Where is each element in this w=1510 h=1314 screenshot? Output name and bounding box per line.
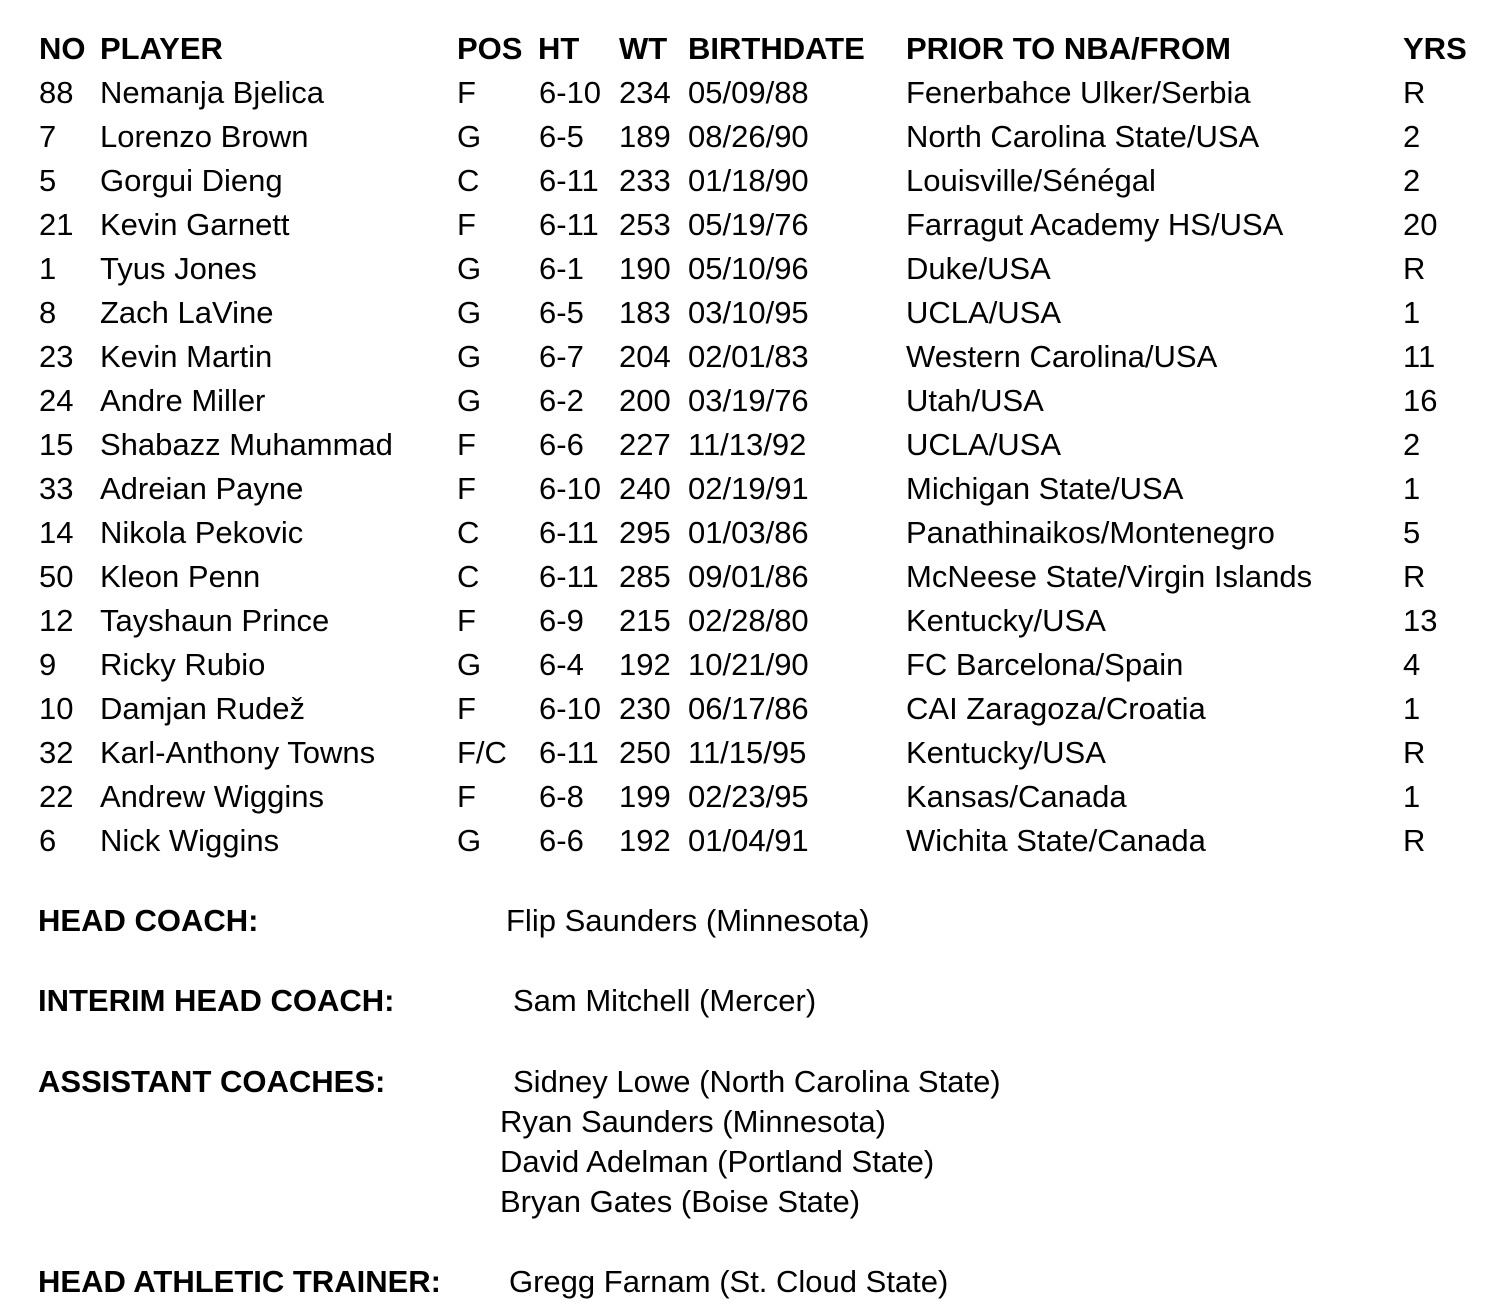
table-row <box>0 203 1510 247</box>
player-from: Kansas/Canada <box>906 779 1127 814</box>
player-height: 6-7 <box>539 339 584 374</box>
assistant-coaches-label: ASSISTANT COACHES: <box>38 1064 386 1099</box>
player-from: McNeese State/Virgin Islands <box>906 559 1313 594</box>
player-years: R <box>1403 559 1426 594</box>
player-position: G <box>457 647 482 682</box>
player-name: Adreian Payne <box>100 471 304 506</box>
player-position: F <box>457 207 476 242</box>
player-weight: 204 <box>619 339 671 374</box>
player-birthdate: 09/01/86 <box>688 559 809 594</box>
player-name: Nick Wiggins <box>100 823 280 858</box>
player-name: Kevin Martin <box>100 339 273 374</box>
player-weight: 200 <box>619 383 671 418</box>
player-years: 11 <box>1403 339 1436 374</box>
player-name: Tayshaun Prince <box>100 603 330 638</box>
player-weight: 199 <box>619 779 671 814</box>
player-number: 22 <box>39 779 74 814</box>
player-height: 6-10 <box>539 471 602 506</box>
player-birthdate: 02/23/95 <box>688 779 809 814</box>
player-position: F <box>457 427 476 462</box>
player-name: Damjan Rudež <box>100 691 306 726</box>
player-birthdate: 02/01/83 <box>688 339 809 374</box>
header-pos: POS <box>457 31 523 66</box>
player-name: Lorenzo Brown <box>100 119 309 154</box>
player-position: F <box>457 603 476 638</box>
player-from: UCLA/USA <box>906 295 1062 330</box>
player-years: R <box>1403 75 1426 110</box>
player-weight: 227 <box>619 427 671 462</box>
header-ht: HT <box>538 31 580 66</box>
player-years: 16 <box>1403 383 1438 418</box>
header-from: PRIOR TO NBA/FROM <box>906 31 1231 66</box>
trainer-label: HEAD ATHLETIC TRAINER: <box>38 1264 441 1299</box>
player-name: Nemanja Bjelica <box>100 75 324 110</box>
player-birthdate: 05/09/88 <box>688 75 809 110</box>
player-birthdate: 02/19/91 <box>688 471 809 506</box>
player-position: G <box>457 383 482 418</box>
interim-coach-label: INTERIM HEAD COACH: <box>38 983 395 1018</box>
table-row <box>0 775 1510 819</box>
table-row <box>0 819 1510 863</box>
player-height: 6-6 <box>539 823 584 858</box>
player-number: 21 <box>39 207 74 242</box>
player-height: 6-4 <box>539 647 584 682</box>
table-row <box>0 599 1510 643</box>
player-position: G <box>457 251 482 286</box>
player-birthdate: 01/18/90 <box>688 163 809 198</box>
table-row <box>0 687 1510 731</box>
table-row <box>0 71 1510 115</box>
player-weight: 295 <box>619 515 671 550</box>
table-row <box>0 335 1510 379</box>
player-number: 8 <box>39 295 57 330</box>
player-height: 6-10 <box>539 691 602 726</box>
player-position: F <box>457 75 476 110</box>
player-from: FC Barcelona/Spain <box>906 647 1184 682</box>
player-years: R <box>1403 823 1426 858</box>
player-birthdate: 05/19/76 <box>688 207 809 242</box>
player-name: Andrew Wiggins <box>100 779 324 814</box>
player-birthdate: 01/04/91 <box>688 823 809 858</box>
player-height: 6-10 <box>539 75 602 110</box>
player-birthdate: 11/13/92 <box>688 427 807 462</box>
head-coach-label: HEAD COACH: <box>38 903 259 938</box>
player-height: 6-11 <box>539 207 599 242</box>
player-from: North Carolina State/USA <box>906 119 1260 154</box>
player-name: Zach LaVine <box>100 295 274 330</box>
player-weight: 250 <box>619 735 671 770</box>
player-from: Wichita State/Canada <box>906 823 1206 858</box>
player-height: 6-5 <box>539 295 584 330</box>
player-birthdate: 03/19/76 <box>688 383 809 418</box>
player-weight: 253 <box>619 207 671 242</box>
player-birthdate: 01/03/86 <box>688 515 809 550</box>
player-number: 32 <box>39 735 74 770</box>
interim-coach-name: Sam Mitchell (Mercer) <box>513 983 817 1018</box>
header-wt: WT <box>619 31 668 66</box>
player-number: 10 <box>39 691 74 726</box>
trainer-row <box>0 1262 1510 1302</box>
player-number: 88 <box>39 75 74 110</box>
player-weight: 183 <box>619 295 671 330</box>
player-birthdate: 05/10/96 <box>688 251 809 286</box>
player-from: Louisville/Sénégal <box>906 163 1156 198</box>
player-birthdate: 03/10/95 <box>688 295 809 330</box>
player-from: Fenerbahce Ulker/Serbia <box>906 75 1251 110</box>
player-position: C <box>457 559 480 594</box>
player-position: G <box>457 119 482 154</box>
player-position: F <box>457 471 476 506</box>
player-from: Michigan State/USA <box>906 471 1184 506</box>
player-height: 6-9 <box>539 603 584 638</box>
player-height: 6-2 <box>539 383 584 418</box>
player-years: 1 <box>1403 295 1421 330</box>
player-birthdate: 10/21/90 <box>688 647 809 682</box>
assistant-coach: Ryan Saunders (Minnesota) <box>500 1104 886 1139</box>
player-weight: 240 <box>619 471 671 506</box>
table-row <box>0 511 1510 555</box>
player-height: 6-8 <box>539 779 584 814</box>
header-yrs: YRS <box>1403 31 1467 66</box>
table-row <box>0 423 1510 467</box>
table-row <box>0 643 1510 687</box>
player-years: 4 <box>1403 647 1421 682</box>
player-birthdate: 11/15/95 <box>688 735 807 770</box>
player-number: 15 <box>39 427 74 462</box>
header-birthdate: BIRTHDATE <box>688 31 865 66</box>
table-row <box>0 159 1510 203</box>
player-birthdate: 02/28/80 <box>688 603 809 638</box>
table-row <box>0 555 1510 599</box>
player-number: 14 <box>39 515 74 550</box>
player-years: 20 <box>1403 207 1438 242</box>
player-position: F <box>457 691 476 726</box>
header-player: PLAYER <box>100 31 223 66</box>
assistant-coach: Bryan Gates (Boise State) <box>500 1184 861 1219</box>
table-row <box>0 247 1510 291</box>
player-number: 24 <box>39 383 74 418</box>
player-weight: 192 <box>619 647 671 682</box>
player-number: 12 <box>39 603 74 638</box>
player-years: R <box>1403 735 1426 770</box>
player-weight: 190 <box>619 251 671 286</box>
player-years: 1 <box>1403 471 1421 506</box>
player-weight: 189 <box>619 119 671 154</box>
player-years: 1 <box>1403 779 1421 814</box>
table-row <box>0 731 1510 775</box>
head-coach-name: Flip Saunders (Minnesota) <box>506 903 870 938</box>
table-row <box>0 291 1510 335</box>
player-name: Kleon Penn <box>100 559 261 594</box>
roster-header <box>0 27 1510 71</box>
player-years: 2 <box>1403 119 1421 154</box>
player-number: 6 <box>39 823 57 858</box>
player-years: R <box>1403 251 1426 286</box>
player-number: 9 <box>39 647 57 682</box>
player-from: Farragut Academy HS/USA <box>906 207 1284 242</box>
player-from: Kentucky/USA <box>906 603 1106 638</box>
assistant-coach: Sidney Lowe (North Carolina State) <box>513 1064 1001 1099</box>
player-from: Western Carolina/USA <box>906 339 1218 374</box>
player-position: G <box>457 339 482 374</box>
player-position: G <box>457 823 482 858</box>
player-from: UCLA/USA <box>906 427 1062 462</box>
player-height: 6-11 <box>539 163 599 198</box>
player-height: 6-5 <box>539 119 584 154</box>
table-row <box>0 115 1510 159</box>
player-height: 6-11 <box>539 735 599 770</box>
player-position: F/C <box>457 735 507 770</box>
player-position: F <box>457 779 476 814</box>
player-weight: 234 <box>619 75 671 110</box>
player-from: Utah/USA <box>906 383 1044 418</box>
player-name: Nikola Pekovic <box>100 515 304 550</box>
player-name: Karl-Anthony Towns <box>100 735 376 770</box>
player-from: Kentucky/USA <box>906 735 1106 770</box>
player-name: Shabazz Muhammad <box>100 427 393 462</box>
player-number: 5 <box>39 163 57 198</box>
player-height: 6-11 <box>539 515 599 550</box>
player-years: 5 <box>1403 515 1421 550</box>
header-no: NO <box>39 31 86 66</box>
player-number: 7 <box>39 119 57 154</box>
trainer-name: Gregg Farnam (St. Cloud State) <box>509 1264 949 1299</box>
player-birthdate: 08/26/90 <box>688 119 809 154</box>
table-row <box>0 379 1510 423</box>
player-position: C <box>457 163 480 198</box>
player-name: Ricky Rubio <box>100 647 266 682</box>
player-name: Andre Miller <box>100 383 266 418</box>
player-height: 6-6 <box>539 427 584 462</box>
player-from: Panathinaikos/Montenegro <box>906 515 1275 550</box>
player-from: CAI Zaragoza/Croatia <box>906 691 1206 726</box>
player-years: 13 <box>1403 603 1438 638</box>
assistant-coach: David Adelman (Portland State) <box>500 1144 935 1179</box>
player-name: Kevin Garnett <box>100 207 290 242</box>
player-weight: 285 <box>619 559 671 594</box>
player-weight: 192 <box>619 823 671 858</box>
head-coach-row <box>0 901 1510 941</box>
assistant-coaches-list <box>500 1062 1001 1222</box>
player-weight: 233 <box>619 163 671 198</box>
player-name: Tyus Jones <box>100 251 257 286</box>
player-height: 6-1 <box>539 251 584 286</box>
player-weight: 215 <box>619 603 671 638</box>
player-position: G <box>457 295 482 330</box>
player-years: 2 <box>1403 427 1421 462</box>
player-number: 23 <box>39 339 74 374</box>
player-position: C <box>457 515 480 550</box>
player-number: 1 <box>39 251 57 286</box>
interim-coach-row <box>0 981 1510 1021</box>
table-row <box>0 467 1510 511</box>
player-years: 2 <box>1403 163 1421 198</box>
player-years: 1 <box>1403 691 1421 726</box>
player-birthdate: 06/17/86 <box>688 691 809 726</box>
player-number: 50 <box>39 559 74 594</box>
player-number: 33 <box>39 471 74 506</box>
player-name: Gorgui Dieng <box>100 163 283 198</box>
player-weight: 230 <box>619 691 671 726</box>
player-from: Duke/USA <box>906 251 1051 286</box>
player-height: 6-11 <box>539 559 599 594</box>
